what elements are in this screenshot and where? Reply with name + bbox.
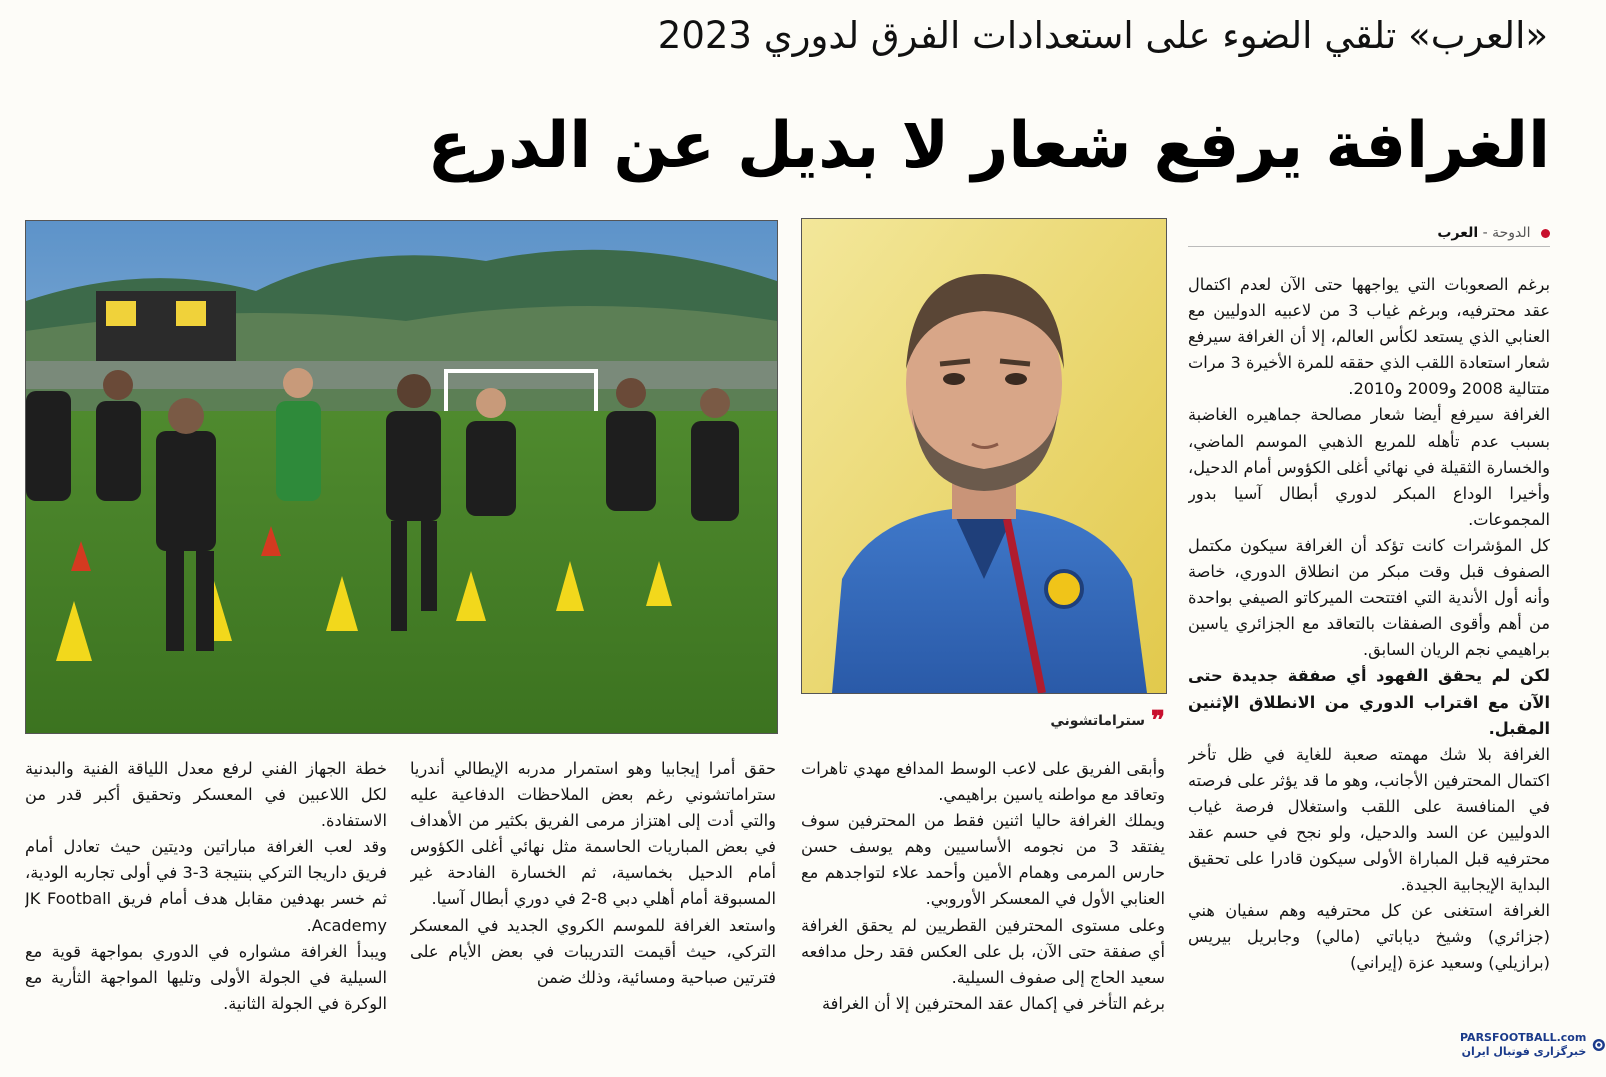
red-dot-icon — [1541, 229, 1550, 238]
paragraph: وقد لعب الغرافة مباراتين وديتين حيث تعادل أمام فريق داريجا التركي بنتيجة 3-3 في أولى تجاربه الودية، ثم خسر بهدفين مقابل هدف أمام فريق JK Football Academy. — [25, 837, 387, 935]
watermark — [1460, 1013, 1606, 1077]
training-image — [26, 221, 777, 733]
paragraph: لكن لم يحقق الفهود أي صفقة جديدة حتى الآن مع اقتراب الدوري من الانطلاق الإثنين المقبل. — [1188, 666, 1550, 738]
paragraph: كل المؤشرات كانت تؤكد أن الغرافة سيكون مكتمل الصفوف قبل وقت مبكر من انطلاق الدوري، خاصة وأنه أول الأندية التي افتتحت الميركاتو الصيفي بواحدة من أهم وأقوى الصفقات بالتعاقد مع الجزائري ياسين براهيمي نجم الريان السابق. — [1188, 535, 1550, 660]
watermark-tagline: خبرگزاری فوتبال ایران — [1461, 1045, 1587, 1058]
watermark-site: PARSFOOTBALL.com — [1460, 1031, 1587, 1044]
paragraph: ويملك الغرافة حاليا اثنين فقط من المحترفين سوف يفتقد 3 من نجومه الأساسيين وهم يوسف حسن حارس المرمى وهمام الأمين وأحمد علاء لتواجدهم مع العنابي الأول في المعسكر الأوروبي. — [801, 811, 1165, 909]
column-middle-left — [410, 756, 776, 1066]
paragraph: ويبدأ الغرافة مشواره في الدوري بمواجهة قوية مع السيلية في الجولة الأولى وتليها المواجهة الثأرية مع الوكرة في الجولة الثانية. — [25, 941, 387, 1013]
article-headline: الغرافة يرفع شعار لا بديل عن الدرع — [427, 109, 1550, 183]
coach-image — [802, 219, 1166, 693]
football-logo-icon — [1592, 1028, 1606, 1062]
paragraph: خطة الجهاز الفني لرفع معدل اللياقة الفنية والبدنية لكل اللاعبين في المعسكر وتحقيق أكبر قدر من الاستفادة. — [25, 759, 387, 831]
paragraph: الغرافة سيرفع أيضا شعار مصالحة جماهيره الغاضبة بسبب عدم تأهله للمربع الذهبي الموسم الماضي، والخسارة الثقيلة في نهائي أغلى الكؤوس أمام الدحيل، وأخيرا الوداع المبكر لدوري أبطال آسيا بدور المجموعات. — [1188, 405, 1550, 529]
byline-source-logo: العرب — [1437, 225, 1479, 241]
paragraph: الغرافة بلا شك مهمته صعبة للغاية في ظل تأخر اكتمال المحترفين الأجانب، وهو ما قد يؤثر على فرصته في المنافسة على اللقب واستغلال فرصة غياب الدوليين عن السد والدحيل، ولو نجح في حسم عقد محترفيه قبل المباراة الأولى سيكون قادرا على تحقيق البداية الإيجابية الجيدة. — [1188, 744, 1550, 895]
column-left — [25, 756, 387, 1066]
paragraph: وأبقى الفريق على لاعب الوسط المدافع مهدي تاهرات وتعاقد مع مواطنه ياسين براهيمي. — [801, 759, 1165, 805]
column-right — [1188, 272, 1550, 1062]
column-middle-right — [801, 756, 1165, 1066]
byline — [1188, 222, 1550, 247]
paragraph: برغم الصعوبات التي يواجهها حتى الآن لعدم اكتمال عقد محترفيه، وبرغم غياب 3 من لاعبيه الدوليين مع العنابي الذي يستعد لكأس العالم، إلا أن الغرافة سيرفع شعار استعادة اللقب الذي حققه للمرة الأخيرة 3 مرات متتالية 2008 و2009 و2010. — [1188, 275, 1550, 399]
article-kicker: «العرب» تلقي الضوء على استعدادات الفرق لدوري 2023 — [657, 14, 1548, 57]
coach-photo-caption: ❞ستراماتشوني — [1050, 706, 1165, 736]
paragraph: الغرافة استغنى عن كل محترفيه وهم سفيان هني (جزائري) وشيخ دياباتي (مالي) وجابريل بيريس (برازيلي) وسعيد عزة (إيراني) — [1188, 901, 1550, 973]
training-photo — [25, 220, 778, 734]
paragraph: حقق أمرا إيجابيا وهو استمرار مدربه الإيطالي أندريا ستراماتشوني رغم بعض الملاحظات الدفاعية عليه والتي أدت إلى اهتزاز مرمى الفريق بكثير من الأهداف في بعض المباريات الحاسمة مثل نهائي أغلى الكؤوس أمام الدحيل بخماسية، ثم الخسارة الفادحة غير المسبوقة أمام أهلي دبي 8-2 في دوري أبطال آسيا. — [410, 759, 776, 909]
paragraph: وعلى مستوى المحترفين القطريين لم يحقق الغرافة أي صفقة حتى الآن، بل على العكس فقد رحل مدافعه سعيد الحاج إلى صفوف السيلية. — [801, 915, 1165, 987]
quote-icon: ❞ — [1151, 706, 1165, 736]
byline-place: الدوحة - — [1482, 225, 1531, 241]
paragraph: واستعد الغرافة للموسم الكروي الجديد في المعسكر التركي، حيث أقيمت التدريبات في بعض الأيام على فترتين صباحية ومسائية، وذلك ضمن — [410, 915, 776, 987]
coach-photo — [801, 218, 1167, 694]
paragraph: برغم التأخر في إكمال عقد المحترفين إلا أن الغرافة — [821, 993, 1165, 1013]
